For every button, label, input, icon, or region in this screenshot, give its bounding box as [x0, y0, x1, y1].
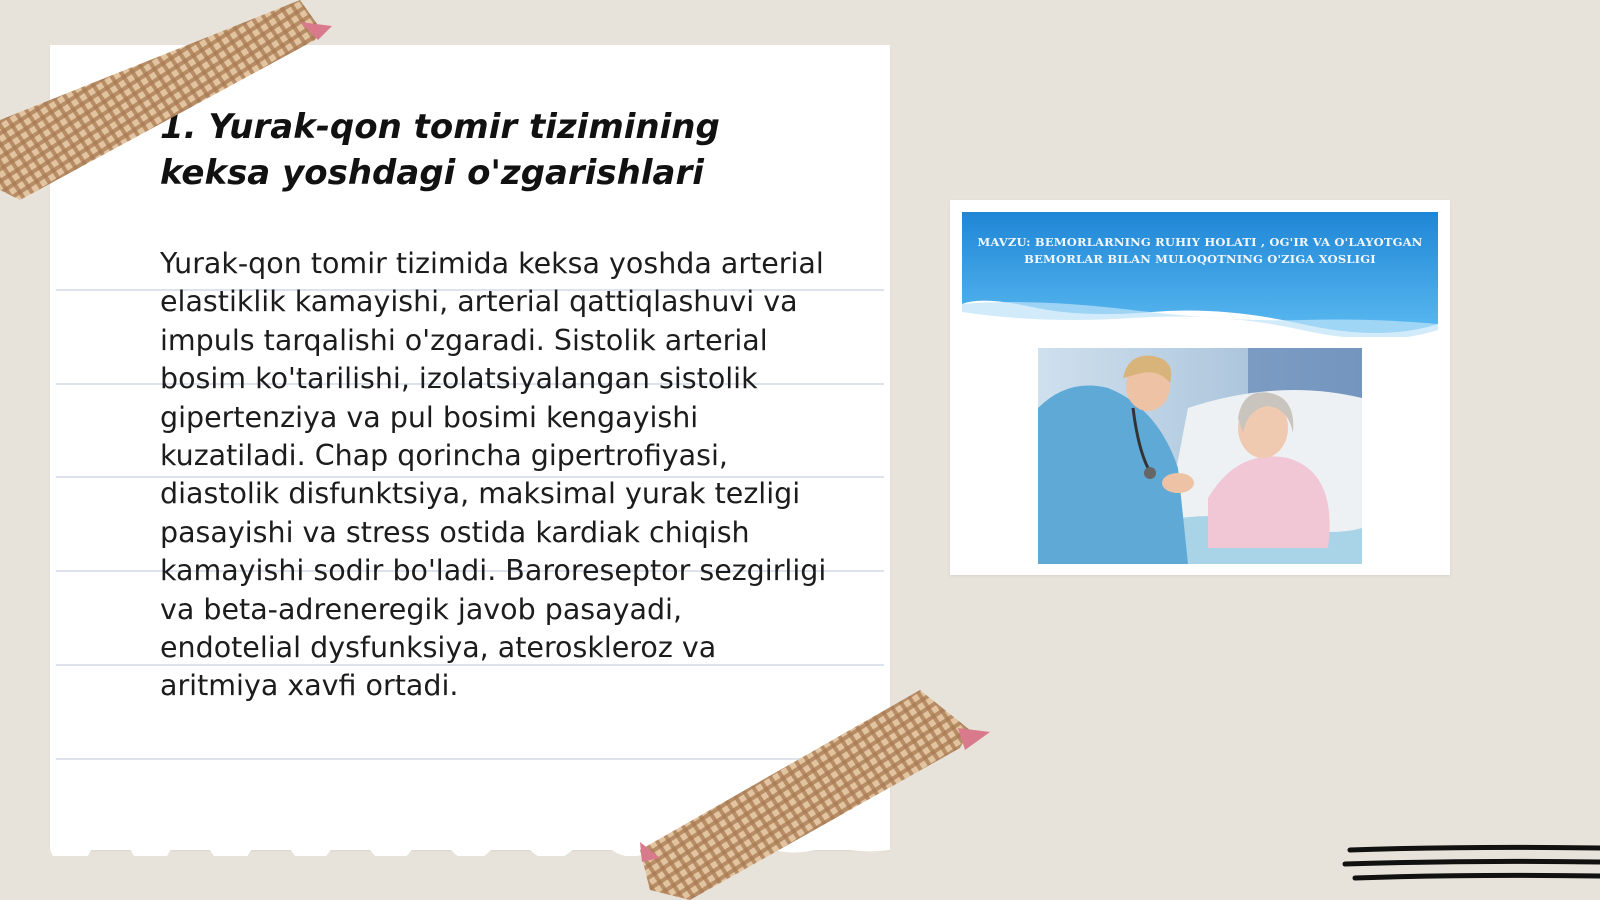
banner-title-text: MAVZU: BEMORLARNING RUHIY HOLATI , OG'IR VA O'LAYOTGAN BEMORLAR BILAN MULOQOTNING O'ZIGA XOSLIGI [977, 235, 1423, 266]
image-banner [962, 212, 1438, 337]
nurse-patient-photo [1038, 348, 1362, 564]
decorative-marker-stripes [1340, 842, 1600, 892]
slide-image-card [950, 200, 1450, 575]
slide-body-text: Yurak-qon tomir tizimida keksa yoshda arterial elastiklik kamayishi, arterial qattiqlashuvi va impuls tarqalishi o'zgaradi. Sistolik arterial bosim ko'tarilishi, izolatsiyalangan sistolik gipertenziya va pul bosimi kengayishi kuzatiladi. Chap qorincha gipertrofiyasi, diastolik disfunktsiya, maksimal yurak tezligi pasayishi va stress ostida kardiak chiqish kamayishi sodir bo'ladi. Baroreseptor sezgirligi va beta-adreneregik javob pasayadi, endotelial dysfunksiya, ateroskleroz va aritmiya xavfi ortadi. [160, 247, 827, 703]
slide-title: 1. Yurak-qon tomir tizimining keksa yoshdagi o'zgarishlari [160, 107, 720, 193]
banner-wave-shape [962, 212, 1438, 337]
decorative-tape-top-left [0, 0, 340, 210]
decorative-tape-bottom [640, 690, 1000, 900]
